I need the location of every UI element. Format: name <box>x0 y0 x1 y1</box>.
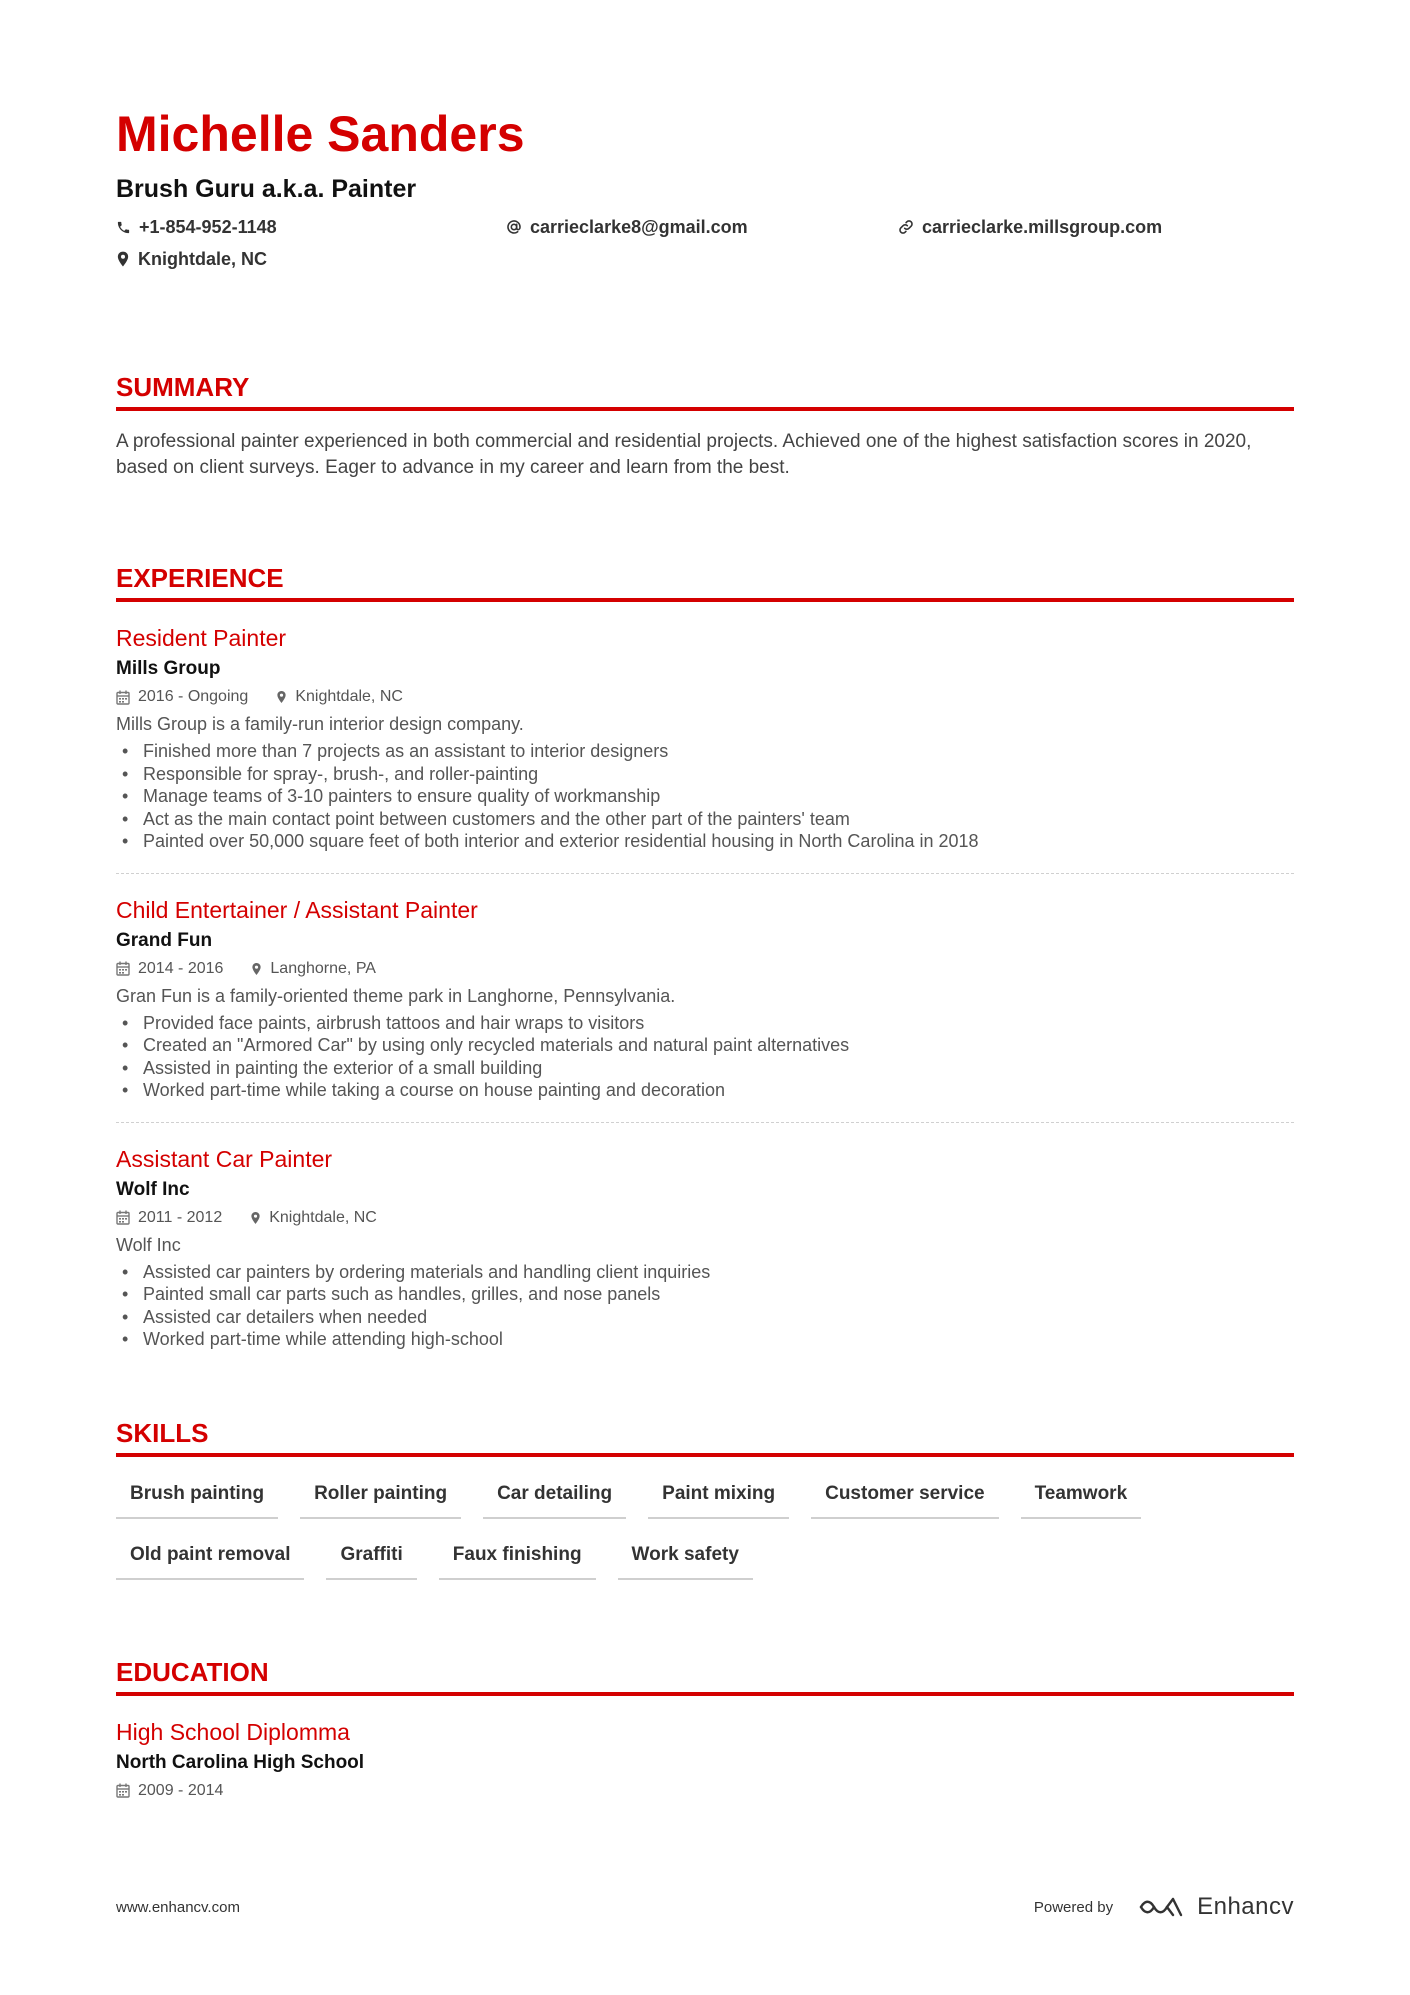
job-dates-text: 2011 - 2012 <box>138 1208 223 1226</box>
candidate-name: Michelle Sanders <box>116 106 525 162</box>
education-section <box>116 1656 1294 1802</box>
powered-by <box>1034 1893 1294 1921</box>
company-description: Gran Fun is a family-oriented theme park in Langhorne, Pennsylvania. <box>116 985 676 1006</box>
contact-website[interactable] <box>898 216 1162 238</box>
education-meta <box>116 1780 1294 1802</box>
bullet-item: • Provided face paints, airbrush tattoos and hair wraps to visitors <box>116 1012 1294 1035</box>
bullet-item: • Painted over 50,000 square feet of both interior and exterior residential housing in North Carolina in 2018 <box>116 830 1294 853</box>
job-location-text: Langhorne, PA <box>270 959 376 977</box>
skill-tag: Paint mixing <box>648 1472 789 1519</box>
summary-text: A professional painter experienced in both commercial and residential projects. Achieved one of the highest satisfaction scores in 2020, based on client surveys. Eager to advance in my career and learn from the best. <box>116 431 1252 478</box>
job-entry <box>116 874 1294 1123</box>
bullet-item: • Assisted car detailers when needed <box>116 1306 1294 1329</box>
job-meta <box>116 958 1294 980</box>
bullet-item: • Worked part-time while taking a course on house painting and decoration <box>116 1079 1294 1102</box>
enhancv-logo-icon <box>1139 1895 1185 1919</box>
job-dates-text: 2014 - 2016 <box>138 959 224 977</box>
experience-section <box>116 562 1294 1351</box>
location-pin-icon <box>116 251 130 267</box>
education-heading: EDUCATION <box>116 1656 269 1687</box>
skill-tag: Roller painting <box>300 1472 461 1519</box>
job-location <box>251 958 376 980</box>
job-dates <box>116 958 223 980</box>
school-name: North Carolina High School <box>116 1751 365 1773</box>
company-name: Mills Group <box>116 658 221 679</box>
brand-name: Enhancv <box>1197 1893 1294 1920</box>
bullet-item: • Responsible for spray-, brush-, and roller-painting <box>116 763 1294 786</box>
skills-heading: SKILLS <box>116 1417 209 1448</box>
bullet-item: • Manage teams of 3-10 painters to ensure quality of workmanship <box>116 785 1294 808</box>
website-text: carrieclarke.millsgroup.com <box>922 217 1163 237</box>
summary-heading: SUMMARY <box>116 372 250 402</box>
company-name: Grand Fun <box>116 929 213 951</box>
contact-email[interactable] <box>506 216 748 238</box>
powered-by-label: Powered by <box>1033 1898 1114 1916</box>
job-title: Assistant Car Painter <box>116 1145 333 1172</box>
job-dates-text: 2016 - Ongoing <box>138 688 249 705</box>
education-entry <box>116 1696 1294 1802</box>
job-location <box>250 1207 377 1229</box>
degree-title: High School Diplomma <box>116 1718 350 1745</box>
link-icon <box>898 219 914 235</box>
job-location-text: Knightdale, NC <box>295 688 403 705</box>
bullet-item: • Created an "Armored Car" by using only recycled materials and natural paint alternatives <box>116 1034 1294 1057</box>
location-pin-icon <box>250 1211 261 1225</box>
job-entry <box>116 1123 1294 1351</box>
calendar-icon <box>116 690 130 705</box>
job-meta <box>116 686 1294 708</box>
skill-list <box>116 1472 1176 1594</box>
job-bullets <box>116 1012 1294 1102</box>
job-location-text: Knightdale, NC <box>269 1208 377 1226</box>
bullet-item: • Assisted in painting the exterior of a small building <box>116 1057 1294 1080</box>
job-dates <box>116 1207 222 1229</box>
skill-tag: Teamwork <box>1021 1472 1142 1519</box>
bullet-item: • Worked part-time while attending high-school <box>116 1328 1294 1351</box>
calendar-icon <box>116 1783 130 1798</box>
skill-tag: Car detailing <box>483 1472 626 1519</box>
skills-section <box>116 1417 1294 1594</box>
phone-text: +1-854-952-1148 <box>139 217 277 237</box>
bullet-item: • Painted small car parts such as handles, grilles, and nose panels <box>116 1283 1294 1306</box>
calendar-icon <box>116 1210 130 1225</box>
company-description: Wolf Inc <box>116 1234 181 1255</box>
section-rule <box>116 407 1294 411</box>
candidate-headline: Brush Guru a.k.a. Painter <box>116 175 417 203</box>
job-dates <box>116 686 248 708</box>
company-name: Wolf Inc <box>116 1178 190 1200</box>
at-icon <box>506 219 522 235</box>
education-dates <box>116 1780 223 1802</box>
job-bullets <box>116 740 1294 853</box>
bullet-item: • Finished more than 7 projects as an assistant to interior designers <box>116 740 1294 763</box>
location-pin-icon <box>251 962 262 976</box>
contact-location <box>116 248 267 270</box>
enhancv-brand[interactable] <box>1139 1893 1294 1921</box>
phone-icon <box>116 220 131 235</box>
email-text: carrieclarke8@gmail.com <box>530 217 748 237</box>
skill-tag: Old paint removal <box>116 1533 304 1580</box>
job-title: Child Entertainer / Assistant Painter <box>116 896 478 923</box>
calendar-icon <box>116 961 130 976</box>
company-description: Mills Group is a family-run interior design company. <box>116 714 524 734</box>
location-text: Knightdale, NC <box>138 249 267 269</box>
job-title: Resident Painter <box>116 625 287 651</box>
job-entry <box>116 602 1294 874</box>
job-meta <box>116 1207 1294 1229</box>
education-dates-text: 2009 - 2014 <box>138 1781 224 1799</box>
footer-site-link[interactable]: www.enhancv.com <box>116 1898 240 1916</box>
contact-phone[interactable] <box>116 216 277 238</box>
contact-info <box>116 216 1294 282</box>
page-footer <box>116 1893 1294 1921</box>
location-pin-icon <box>276 690 287 704</box>
bullet-item: • Assisted car painters by ordering materials and handling client inquiries <box>116 1261 1294 1284</box>
skill-tag: Brush painting <box>116 1472 278 1519</box>
job-bullets <box>116 1261 1294 1351</box>
experience-heading: EXPERIENCE <box>116 563 284 593</box>
section-rule <box>116 1453 1294 1457</box>
skill-tag: Faux finishing <box>439 1533 596 1580</box>
job-location <box>276 686 403 708</box>
summary-section <box>116 371 1294 481</box>
skill-tag: Customer service <box>811 1472 998 1519</box>
skill-tag: Graffiti <box>326 1533 416 1580</box>
bullet-item: • Act as the main contact point between customers and the other part of the painters' team <box>116 808 1294 831</box>
skill-tag: Work safety <box>618 1533 753 1580</box>
